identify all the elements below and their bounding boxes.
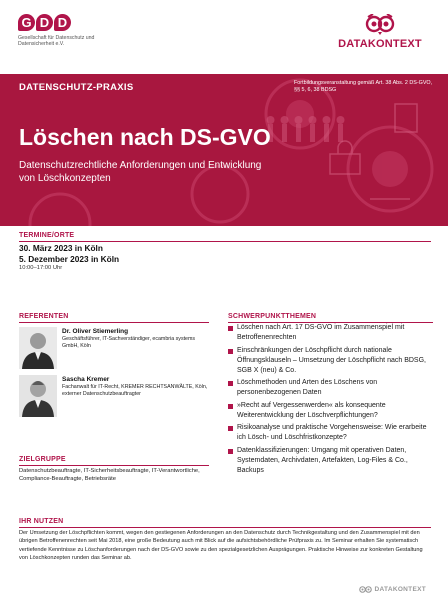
topic-item: Risikoanalyse und praktische Vorgehensweise: Wie erarbeite ich Lösch- und Löschfristkonzepte?: [228, 423, 433, 443]
page-subtitle: Datenschutzrechtliche Anforderungen und Entwicklung von Löschkonzepten: [19, 160, 262, 184]
datakontext-wordmark: DATAKONTEXT: [338, 38, 422, 50]
topics-list: [228, 323, 433, 479]
gdd-subtitle: Gesellschaft für Datenschutz und Datensicherheit e.V.: [18, 35, 95, 47]
gdd-logo-mark: [18, 14, 98, 31]
speaker-card: [19, 327, 209, 371]
nutzen-heading: IHR NUTZEN: [19, 517, 431, 528]
speaker-role: Geschäftsführer, IT-Sachverständiger, ecambria systems GmbH, Köln: [62, 336, 196, 349]
footer-logo: [359, 585, 426, 595]
zielgruppe-heading: ZIELGRUPPE: [19, 455, 209, 466]
page-title: Löschen nach DS-GVO: [19, 124, 271, 150]
speaker-name: Dr. Oliver Stiemerling: [62, 328, 129, 335]
zielgruppe-text: Datenschutzbeauftragte, IT-Sicherheitsbeauftragte, IT-Verantwortliche, Compliance-Beauftragte, Betriebsräte: [19, 468, 200, 482]
topic-item: Löschmethoden und Arten des Löschens von personenbezogenen Daten: [228, 378, 433, 398]
datakontext-logo: [334, 14, 426, 50]
speaker-photo: [19, 375, 57, 417]
datakontext-owl-icon: [365, 14, 395, 36]
gdd-logo: [18, 14, 98, 47]
referenten-heading: REFERENTEN: [19, 312, 209, 323]
topic-item: Datenklassifizierungen: Umgang mit operativen Daten, Systemdaten, Archivdaten, Artefakten, Log-Files & Co., Backups: [228, 446, 433, 476]
schwerpunkte-heading: SCHWERPUNKTTHEMEN: [228, 312, 433, 323]
topic-item: Löschen nach Art. 17 DS-GVO im Zusammenspiel mit Betroffenenrechten: [228, 323, 433, 343]
date-item: 30. März 2023 in Köln: [19, 243, 103, 253]
gdd-letter: D: [54, 14, 71, 31]
hero-banner: [0, 74, 448, 226]
nutzen-text: Der Umsetzung der Löschpflichten kommt, wegen den gestiegenen Anforderungen an den Datenschutz durch Technikgestaltung und den Zusammenspiel mit den übrigen Betroffenenrechten seit Mai 2018, eine große Bedeutung auch mit Blick auf die aufsichtsbehördliche Prüfpraxis zu. Im Seminar erhalten Sie systematisch vertiefende Kenntnisse zu Löschanforderungen nach der DS-GVO sowie zu den spezialgesetzlichen Ausprägungen. Praktische Hinweise zur konkreten Gestaltung von Löschkonzepten runden das Seminar ab.: [19, 530, 423, 561]
gdd-letter: D: [36, 14, 53, 31]
termine-heading: TERMINE/ORTE: [19, 231, 431, 242]
time-range: 10:00–17:00 Uhr: [19, 265, 63, 271]
gdd-letter: G: [18, 14, 35, 31]
hero-accreditation-note: Fortbildungsveranstaltung gemäß Art. 38 Abs. 2 DS-GVO, §§ 5, 6, 38 BDSG: [294, 80, 433, 93]
speaker-photo: [19, 327, 57, 369]
hero-series-label: DATENSCHUTZ-PRAXIS: [19, 82, 134, 93]
date-item: 5. Dezember 2023 in Köln: [19, 253, 120, 264]
footer-wordmark: DATAKONTEXT: [374, 586, 426, 593]
speaker-name: Sascha Kremer: [62, 376, 110, 383]
topic-item: Einschränkungen der Löschpflicht durch nationale Öffnungsklauseln – Umsetzung der Löschpflicht nach BDSG, SGB X (neu) & Co.: [228, 346, 433, 376]
speaker-role: Fachanwalt für IT-Recht, KREMER RECHTSANWÄLTE, Köln, externer Datenschutzbeauftragter: [62, 384, 208, 397]
termine-list: [19, 243, 119, 272]
topic-item: »Recht auf Vergessenwerden« als konsequente Weiterentwicklung der Löschverpflichtungen?: [228, 401, 433, 421]
datakontext-owl-icon: [359, 585, 372, 595]
speaker-card: [19, 375, 209, 419]
hero-background-illustration: [0, 74, 448, 226]
